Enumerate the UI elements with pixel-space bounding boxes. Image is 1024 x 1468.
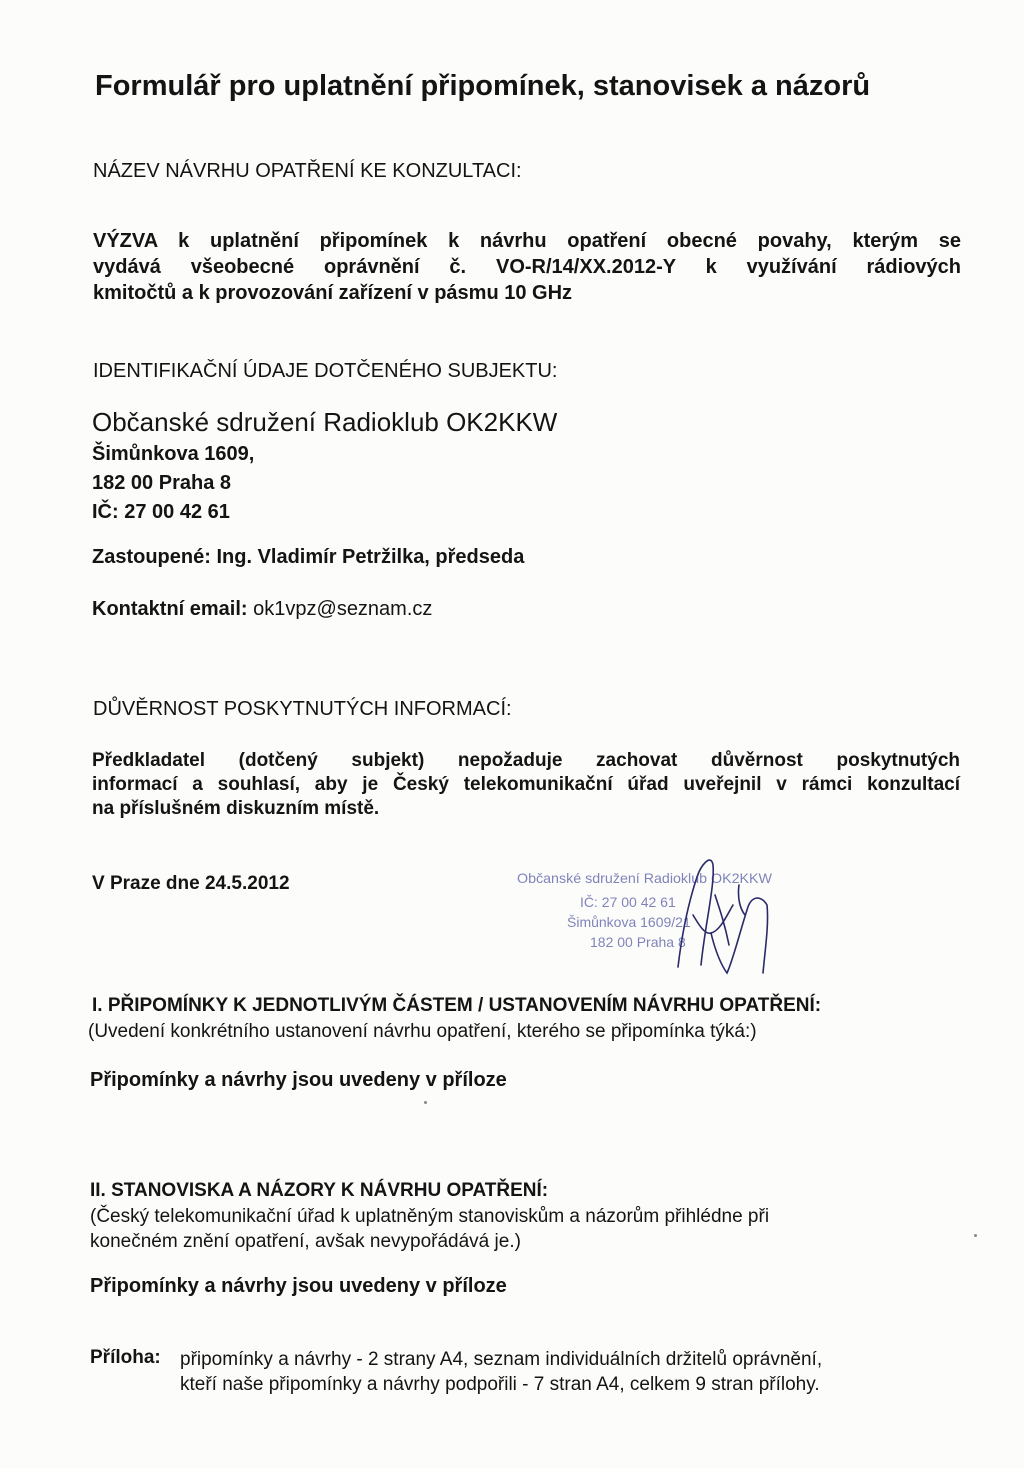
- attachment-line: připomínky a návrhy - 2 strany A4, seznam individuálních držitelů oprávnění,: [180, 1349, 823, 1370]
- attachment-text: [180, 1347, 822, 1397]
- email-line: [92, 598, 432, 621]
- scan-speck: [424, 1101, 427, 1104]
- section-2-heading: II. STANOVISKA A NÁZORY K NÁVRHU OPATŘENÍ:: [90, 1180, 549, 1201]
- scan-speck: [974, 1234, 977, 1237]
- attachment-line: kteří naše připomínky a návrhy podpořili - 7 stran A4, celkem 9 stran přílohy.: [180, 1374, 820, 1395]
- represented-label: Zastoupené:: [92, 546, 211, 568]
- organization-stamp: [515, 855, 785, 975]
- subject-heading: IDENTIFIKAČNÍ ÚDAJE DOTČENÉHO SUBJEKTU:: [93, 360, 558, 382]
- email-value: ok1vpz@seznam.cz: [253, 598, 433, 620]
- stamp-line: 182 00 Praha 8: [590, 934, 686, 950]
- section-1-heading: I. PŘIPOMÍNKY K JEDNOTLIVÝM ČÁSTEM / USTANOVENÍM NÁVRHU OPATŘENÍ:: [92, 995, 822, 1016]
- confidentiality-text: [92, 749, 960, 821]
- confidentiality-line: informací a souhlasí, aby je Český telekomunikační úřad uveřejnil v rámci konzultací: [92, 774, 960, 795]
- measure-line: kmitočtů a k provozování zařízení v pásmu 10 GHz: [93, 282, 573, 304]
- section-1-content: Připomínky a návrhy jsou uvedeny v příloze: [90, 1069, 507, 1091]
- attachment-label: Příloha:: [90, 1347, 161, 1368]
- stamp-line: IČ: 27 00 42 61: [580, 894, 676, 910]
- section-2-content: Připomínky a návrhy jsou uvedeny v příloze: [90, 1275, 507, 1297]
- section-2-subheading: [90, 1204, 769, 1254]
- section-2-subheading-line: konečném znění opatření, avšak nevypořádává je.): [90, 1231, 521, 1252]
- section-2-subheading-line: (Český telekomunikační úřad k uplatněným stanoviskům a názorům přihlédne při: [90, 1206, 770, 1227]
- organization-name: Občanské sdružení Radioklub OK2KKW: [92, 407, 558, 437]
- represented-line: [92, 546, 524, 569]
- confidentiality-line: na příslušném diskuzním místě.: [92, 798, 380, 819]
- measure-line: VÝZVA k uplatnění připomínek k návrhu opatření obecné povahy, kterým se: [93, 230, 961, 252]
- stamp-line: Občanské sdružení Radioklub OK2KKW: [517, 870, 773, 886]
- measure-line: vydává všeobecné oprávnění č. VO-R/14/XX.2012-Y k využívání rádiových: [93, 256, 961, 278]
- represented-value: Ing. Vladimír Petržilka, předseda: [216, 546, 525, 568]
- email-label: Kontaktní email:: [92, 598, 248, 620]
- measure-heading: NÁZEV NÁVRHU OPATŘENÍ KE KONZULTACI:: [93, 160, 522, 182]
- document-title: Formulář pro uplatnění připomínek, stanovisek a názorů: [95, 70, 871, 102]
- confidentiality-line: Předkladatel (dotčený subjekt) nepožaduje zachovat důvěrnost poskytnutých: [92, 750, 960, 771]
- section-1-subheading: (Uvedení konkrétního ustanovení návrhu opatření, kterého se připomínka týká:): [88, 1021, 757, 1042]
- measure-text: [93, 228, 961, 306]
- address-city: 182 00 Praha 8: [92, 472, 231, 494]
- address-street: Šimůnkova 1609,: [92, 443, 255, 465]
- confidentiality-heading: DŮVĚRNOST POSKYTNUTÝCH INFORMACÍ:: [93, 698, 512, 720]
- stamp-line: Šimůnkova 1609/21: [567, 914, 691, 930]
- organization-ic: IČ: 27 00 42 61: [92, 501, 230, 523]
- organization-address: [92, 440, 254, 527]
- date-line: V Praze dne 24.5.2012: [92, 873, 290, 894]
